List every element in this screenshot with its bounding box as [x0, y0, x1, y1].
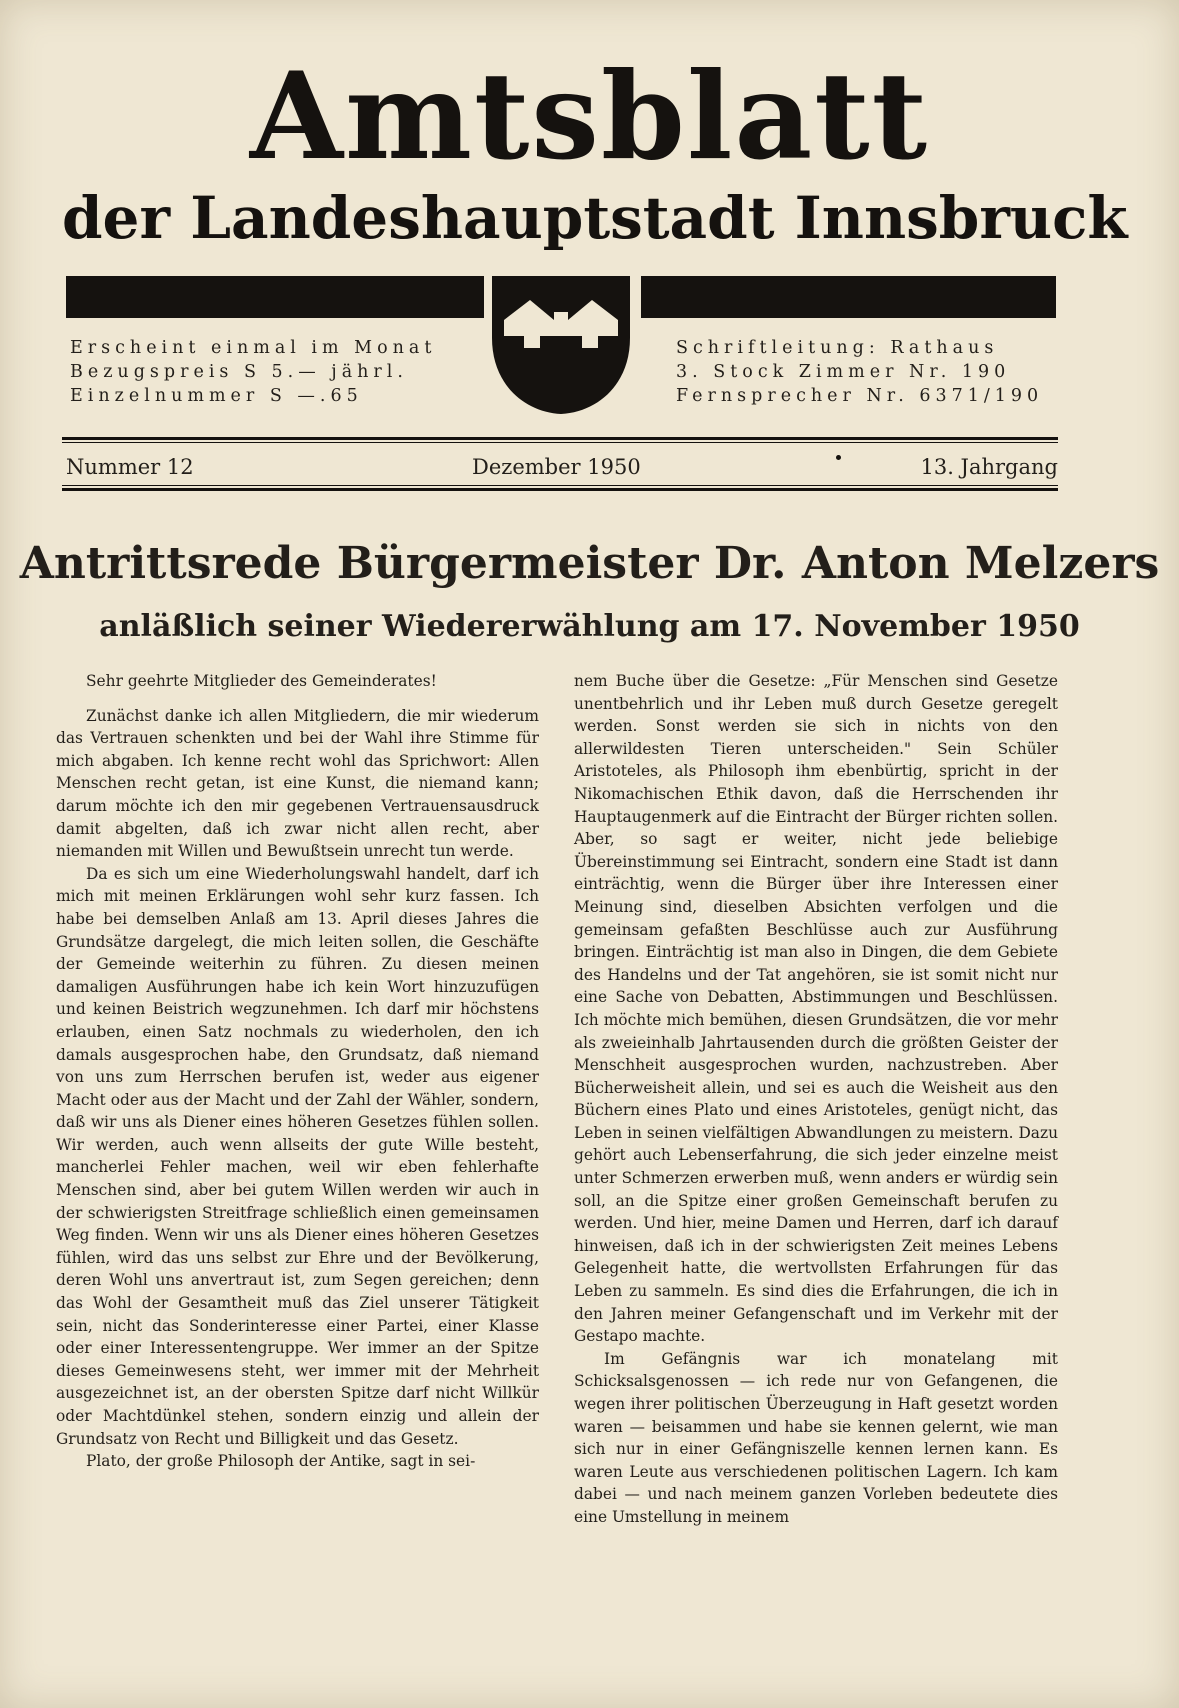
article-paragraph: Im Gefängnis war ich monatelang mit Schicksalsgenossen — ich rede nur von Gefangenen, die wegen ihrer politischen Überzeugung in Haft gesetzt worden waren — beisammen und habe sie kennen gelernt, wie man sich nur in einer Gefängniszelle kennen lernen kann. Es waren Leute aus verschiedenen politischen Lagern. Ich kam dabei — und nach meinem ganzen Vorleben bedeutete dies eine Umstellung in meinem — [574, 1349, 1058, 1526]
masthead-subtitle: der Landeshauptstadt Innsbruck — [62, 184, 1128, 252]
masthead-bar-right — [641, 276, 1056, 318]
article-paragraph: nem Buche über die Gesetze: „Für Menschen sind Gesetze unentbehrlich und ihr Leben muß durch Gesetze geregelt werden. Sonst werden sie sich in nichts von den allerwildesten Tieren unterscheiden." Sein Schüler Aristoteles, als Philosoph ihm ebenbürtig, spricht in der Nikomachischen Ethik davon, daß die Herrschenden ihr Hauptaugenmerk auf die Eintracht der Bürger richten sollen. Aber, so sagt er weiter, nicht jede beliebige Übereinstimmung sei Eintracht, sondern eine Stadt ist dann einträchtig, wenn die Bürger über ihre Interessen einer Meinung sind, dieselben Absichten verfolgen und die gemeinsam gefaßten Beschlüsse auch zur Ausführung bringen. Einträchtig ist man also in Dingen, die dem Gebiete des Handelns und der Tat angehören, sie ist somit nicht nur eine Sache von Debatten, Abstimmungen und Beschlüssen. Ich möchte mich bemühen, diesen Grundsätzen, die vor mehr als zweieinhalb Jahrtausenden durch die größten Geister der Menschheit ausgesprochen wurden, nachzustreben. Aber Bücherweisheit allein, und sei es auch die Weisheit aus den Büchern eines Plato und eines Aristoteles, genügt nicht, das Leben in seinen vielfältigen Abwandlungen zu meistern. Dazu gehört auch Lebenserfahrung, die sich jeder einzelne meist unter Schmerzen erwerben muß, wenn anders er würdig sein soll, an die Spitze einer großen Gemeinschaft berufen zu werden. Und hier, meine Damen und Herren, darf ich darauf hinweisen, daß ich in der schwierigsten Zeit meines Lebens Gelegenheit hatte, die wertvollsten Erfahrungen für das Leben zu sammeln. Es sind dies die Erfahrungen, die ich in den Jahren meiner Gefangenschaft und im Verkehr mit der Gestapo machte. — [574, 672, 1058, 1346]
info-single-copy-price: Einzelnummer S —.65 — [70, 386, 363, 406]
publication-info-right — [676, 336, 1043, 408]
article-column-left — [56, 670, 539, 1473]
issue-number: Nummer 12 — [66, 455, 194, 479]
issue-rule-top — [62, 437, 1058, 440]
info-subscription-price: Bezugspreis S 5.— jährl. — [70, 362, 408, 382]
issue-date: Dezember 1950 — [472, 455, 641, 479]
article-headline: Antrittsrede Bürgermeister Dr. Anton Melzers — [19, 538, 1160, 589]
info-room: 3. Stock Zimmer Nr. 190 — [676, 362, 1011, 382]
issue-volume: 13. Jahrgang — [920, 455, 1058, 479]
issue-rule-bottom — [62, 488, 1058, 491]
info-editorial-office: Schriftleitung: Rathaus — [676, 338, 999, 358]
article-paragraph: Sehr geehrte Mitglieder des Gemeinderates! — [86, 672, 437, 690]
masthead-bar-left — [66, 276, 484, 318]
info-phone: Fernsprecher Nr. 6371/190 — [676, 386, 1044, 406]
article-subheadline: anläßlich seiner Wiedererwählung am 17. November 1950 — [99, 609, 1080, 644]
info-frequency: Erscheint einmal im Monat — [70, 338, 437, 358]
publication-info-left — [70, 336, 436, 408]
article-paragraph: Plato, der große Philosoph der Antike, sagt in sei- — [86, 1452, 476, 1471]
issue-rule-bottom-thin — [62, 485, 1058, 486]
innsbruck-bridge-crest-icon — [490, 276, 632, 416]
article-paragraph: Zunächst danke ich allen Mitgliedern, die mir wiederum das Vertrauen schenkten und bei der Wahl ihre Stimme für mich abgaben. Ich kenne recht wohl das Sprichwort: Allen Menschen recht getan, ist eine Kunst, die niemand kann; darum möchte ich den mir gegebenen Vertrauensausdruck damit abgelten, daß ich zwar nicht allen recht, aber niemanden mit Willen und Bewußtsein unrecht tun werde. — [56, 706, 539, 861]
issue-dot — [836, 455, 841, 460]
masthead-title: Amtsblatt — [249, 46, 930, 187]
article-column-right — [574, 670, 1058, 1529]
article-paragraph: Da es sich um eine Wiederholungswahl handelt, darf ich mich mit meinen Erklärungen wohl sehr kurz fassen. Ich habe bei demselben Anlaß am 13. April dieses Jahres die Grundsätze dargelegt, die mich leiten sollen, die Geschäfte der Gemeinde weiterhin zu führen. Zu diesen meinen damaligen Ausführungen habe ich kein Wort hinzuzufügen und keinen Beistrich wegzunehmen. Ich darf mir höchstens erlauben, einen Satz nochmals zu wiederholen, den ich damals ausgesprochen habe, den Grundsatz, daß niemand von uns zum Herrschen berufen ist, weder aus eigener Macht oder aus der Macht und der Zahl der Wähler, sondern, daß wir uns als Diener eines höheren Gesetzes fühlen sollen. Wir werden, auch wenn allseits der gute Wille besteht, mancherlei Fehler machen, weil wir eben fehlerhafte Menschen sind, aber bei gutem Willen werden wir auch in der schwierigsten Streitfrage schließlich einen gemeinsamen Weg finden. Wenn wir uns als Diener eines höheren Gesetzes fühlen, wird das uns selbst zur Ehre und der Bevölkerung, deren Wohl uns anvertraut ist, zum Segen gereichen; denn das Wohl der Gesamtheit muß das Ziel unserer Tätigkeit sein, nicht das Sonderinteresse einer Partei, einer Klasse oder einer Interessentengruppe. Wer immer an der Spitze dieses Gemeinwesens steht, wer immer mit der Mehrheit ausgezeichnet ist, an der obersten Spitze darf nicht Willkür oder Machtdünkel stehen, sondern einzig und allein der Grundsatz von Recht und Billigkeit und das Gesetz. — [56, 864, 539, 1448]
issue-rule-top-thin — [62, 442, 1058, 443]
